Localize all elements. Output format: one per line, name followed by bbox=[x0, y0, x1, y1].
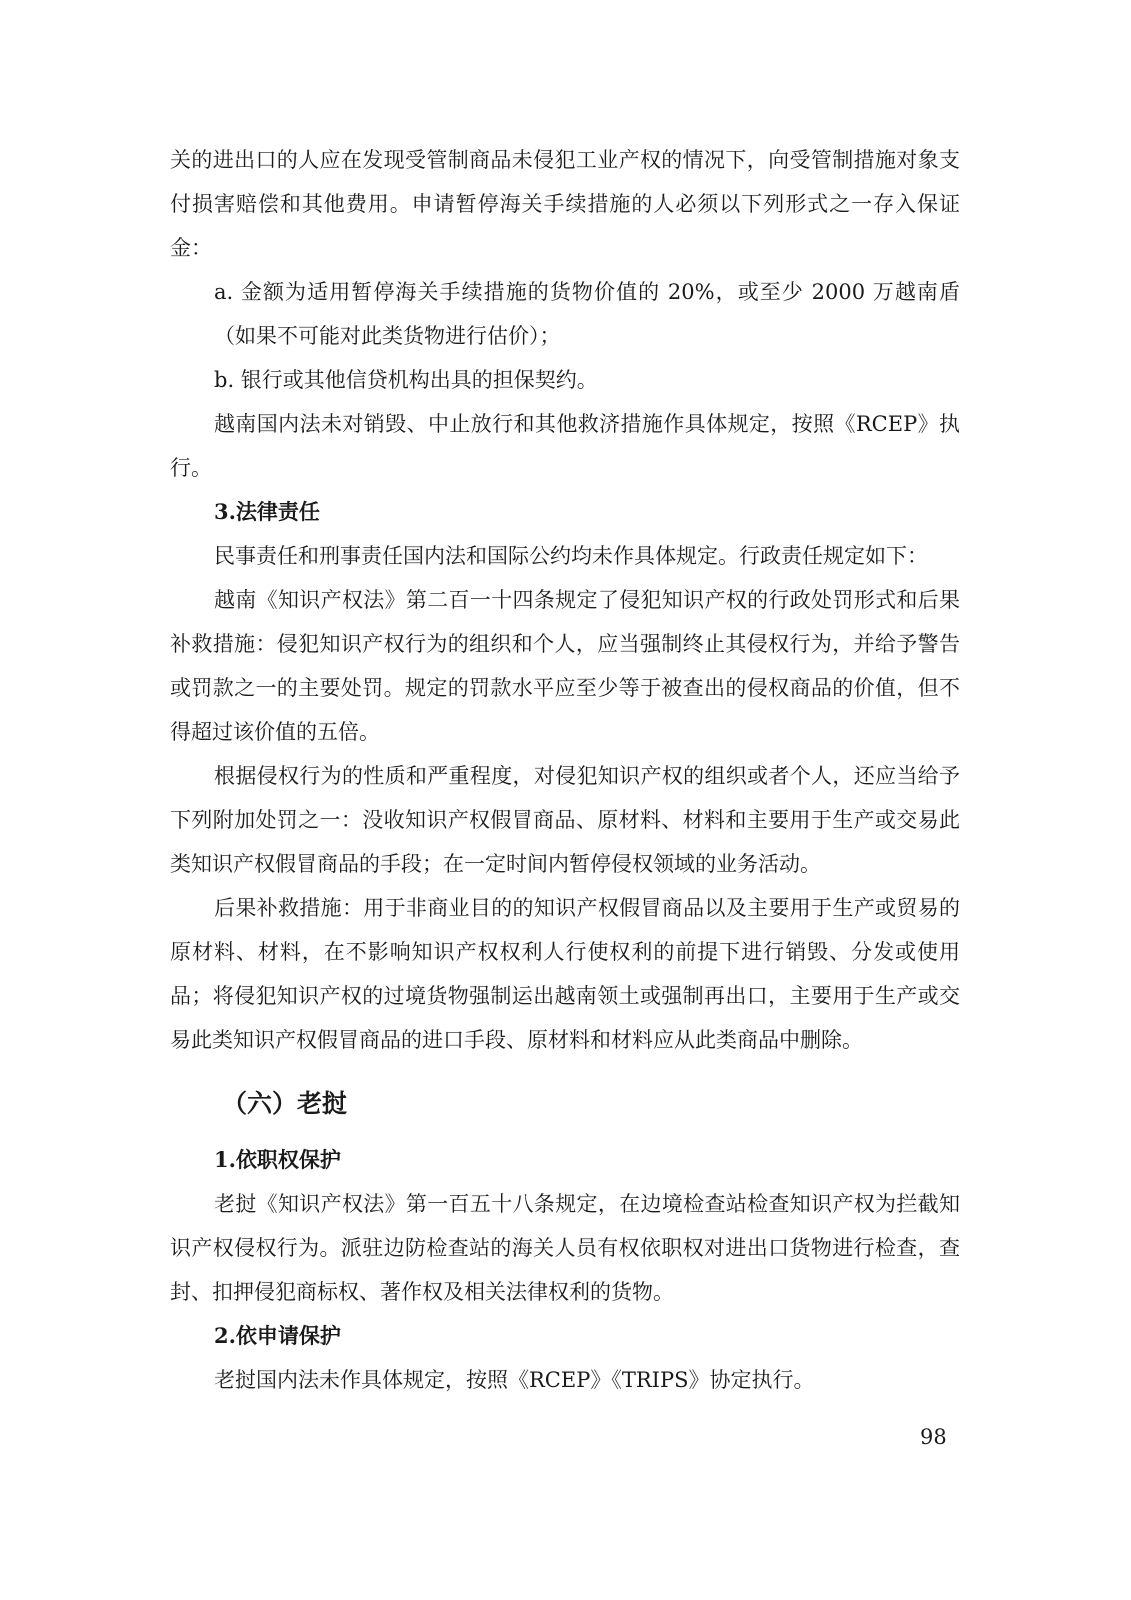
paragraph-article-214: 越南《知识产权法》第二百一十四条规定了侵犯知识产权的行政处罚形式和后果补救措施：侵犯知识产权行为的组织和个人，应当强制终止其侵权行为，并给予警告或罚款之一的主要处罚。规定的罚款水平应至少等于被查出的侵权商品的价值，但不得超过该价值的五倍。 bbox=[170, 588, 960, 744]
paragraph-remedies: 越南国内法未对销毁、中止放行和其他救济措施作具体规定，按照《RCEP》执行。 bbox=[170, 412, 960, 480]
section-heading-legal-liability: 3.法律责任 bbox=[214, 499, 320, 524]
paragraph-liability-intro: 民事责任和刑事责任国内法和国际公约均未作具体规定。行政责任规定如下： bbox=[214, 544, 928, 568]
paragraph-deposit-requirement: 关的进出口的人应在发现受管制商品未侵犯工业产权的情况下，向受管制措施对象支付损害赔偿和其他费用。申请暂停海关手续措施的人必须以下列形式之一存入保证金： bbox=[170, 148, 960, 260]
paragraph-additional-penalties: 根据侵权行为的性质和严重程度，对侵犯知识产权的组织或者个人，还应当给予下列附加处罚之一：没收知识产权假冒商品、原材料、材料和主要用于生产或交易此类知识产权假冒商品的手段；在一定时间内暂停侵权领域的业务活动。 bbox=[170, 764, 960, 876]
list-item-a: a. 金额为适用暂停海关手续措施的货物价值的 20%，或至少 2000 万越南盾（如果不可能对此类货物进行估价）； bbox=[214, 280, 960, 348]
list-item-b: b. 银行或其他信贷机构出具的担保契约。 bbox=[214, 368, 598, 392]
page-body bbox=[170, 138, 960, 1402]
paragraph-remedial-measures: 后果补救措施：用于非商业目的的知识产权假冒商品以及主要用于生产或贸易的原材料、材料，在不影响知识产权权利人行使权利的前提下进行销毁、分发或使用品；将侵犯知识产权的过境货物强制运出越南领土或强制再出口，主要用于生产或交易此类知识产权假冒商品的进口手段、原材料和材料应从此类商品中删除。 bbox=[170, 896, 960, 1052]
section-heading-on-application: 2.依申请保护 bbox=[214, 1323, 341, 1348]
page-number: 98 bbox=[920, 1425, 947, 1449]
chapter-heading-laos: （六）老挝 bbox=[222, 1089, 348, 1118]
section-heading-ex-officio: 1.依职权保护 bbox=[214, 1147, 341, 1172]
paragraph-laos-application: 老挝国内法未作具体规定，按照《RCEP》《TRIPS》协定执行。 bbox=[214, 1368, 815, 1392]
paragraph-article-158: 老挝《知识产权法》第一百五十八条规定，在边境检查站检查知识产权为拦截知识产权侵权行为。派驻边防检查站的海关人员有权依职权对进出口货物进行检查，查封、扣押侵犯商标权、著作权及相关法律权利的货物。 bbox=[170, 1192, 960, 1304]
